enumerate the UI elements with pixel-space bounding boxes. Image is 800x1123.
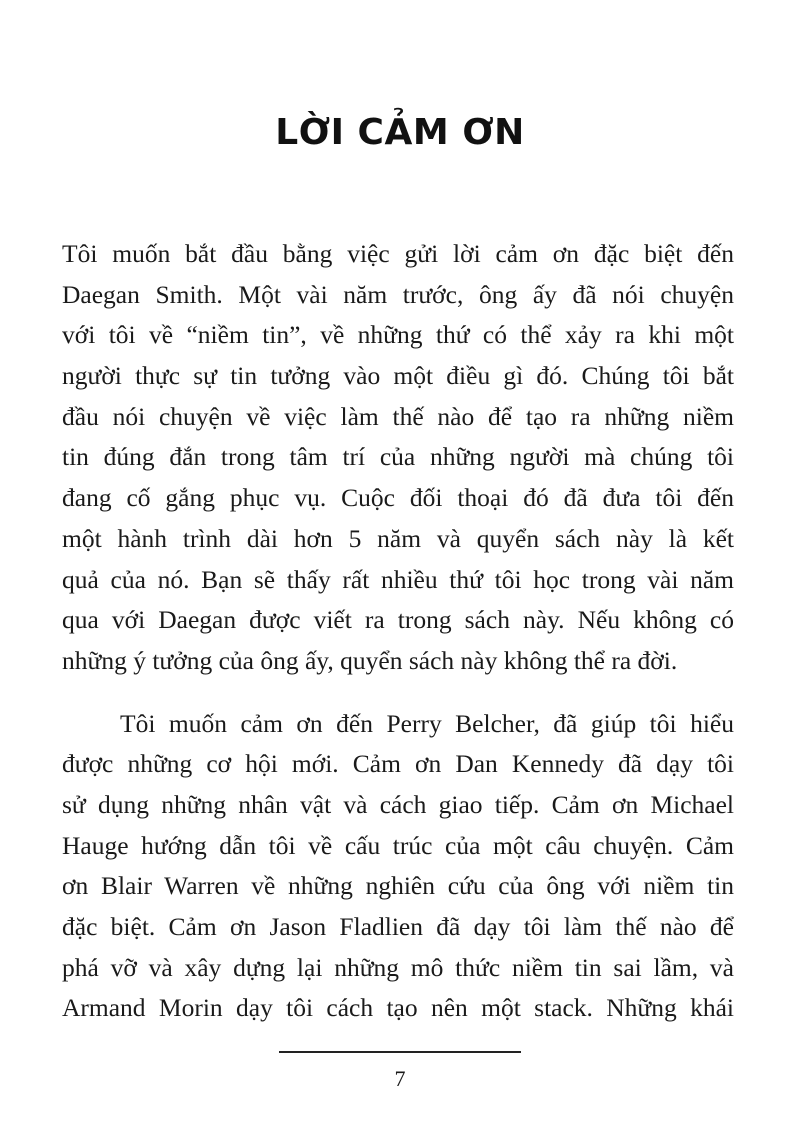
paragraph-1 — [62, 234, 734, 682]
body-text — [62, 234, 734, 1029]
text-line: Hauge hướng dẫn tôi về cấu trúc của một câu chuyện. Cảm — [62, 830, 734, 860]
text-line: với tôi về “niềm tin”, về những thứ có thể xảy ra khi một — [62, 320, 734, 350]
text-line: tin đúng đắn trong tâm trí của những người mà chúng tôi — [62, 442, 734, 472]
paragraph-spacer — [62, 682, 734, 704]
text-line: sử dụng những nhân vật và cách giao tiếp. Cảm ơn Michael — [62, 789, 734, 819]
text-line: đầu nói chuyện về việc làm thế nào để tạo ra những niềm — [62, 401, 734, 431]
text-line: phá vỡ và xây dựng lại những mô thức niềm tin sai lầm, và — [62, 952, 734, 982]
text-line: qua với Daegan được viết ra trong sách này. Nếu không có — [62, 605, 734, 635]
text-line: Tôi muốn cảm ơn đến Perry Belcher, đã giúp tôi hiểu — [120, 708, 734, 738]
text-line: một hành trình dài hơn 5 năm và quyển sách này là kết — [62, 523, 734, 553]
page-number: 7 — [394, 1066, 406, 1091]
footer-divider — [279, 1051, 521, 1053]
text-line: đặc biệt. Cảm ơn Jason Fladlien đã dạy tôi làm thế nào để — [62, 912, 734, 941]
text-line: được những cơ hội mới. Cảm ơn Dan Kennedy đã dạy tôi — [62, 749, 734, 779]
text-line: đang cố gắng phục vụ. Cuộc đối thoại đó đã đưa tôi đến — [62, 483, 734, 513]
text-line: Tôi muốn bắt đầu bằng việc gửi lời cảm ơn đặc biệt đến — [62, 239, 734, 268]
paragraph-2 — [62, 704, 734, 1030]
page-title: LỜI CẢM ƠN — [275, 112, 525, 153]
text-line: những ý tưởng của ông ấy, quyển sách này không thể ra đời. — [62, 645, 678, 675]
text-line: Daegan Smith. Một vài năm trước, ông ấy đã nói chuyện — [62, 279, 734, 309]
text-line: quả của nó. Bạn sẽ thấy rất nhiều thứ tôi học trong vài năm — [62, 564, 734, 594]
text-line: người thực sự tin tưởng vào một điều gì đó. Chúng tôi bắt — [62, 361, 734, 391]
text-line: Armand Morin dạy tôi cách tạo nên một stack. Những khái — [62, 993, 734, 1023]
text-line: ơn Blair Warren về những nghiên cứu của ông với niềm tin — [62, 871, 734, 901]
